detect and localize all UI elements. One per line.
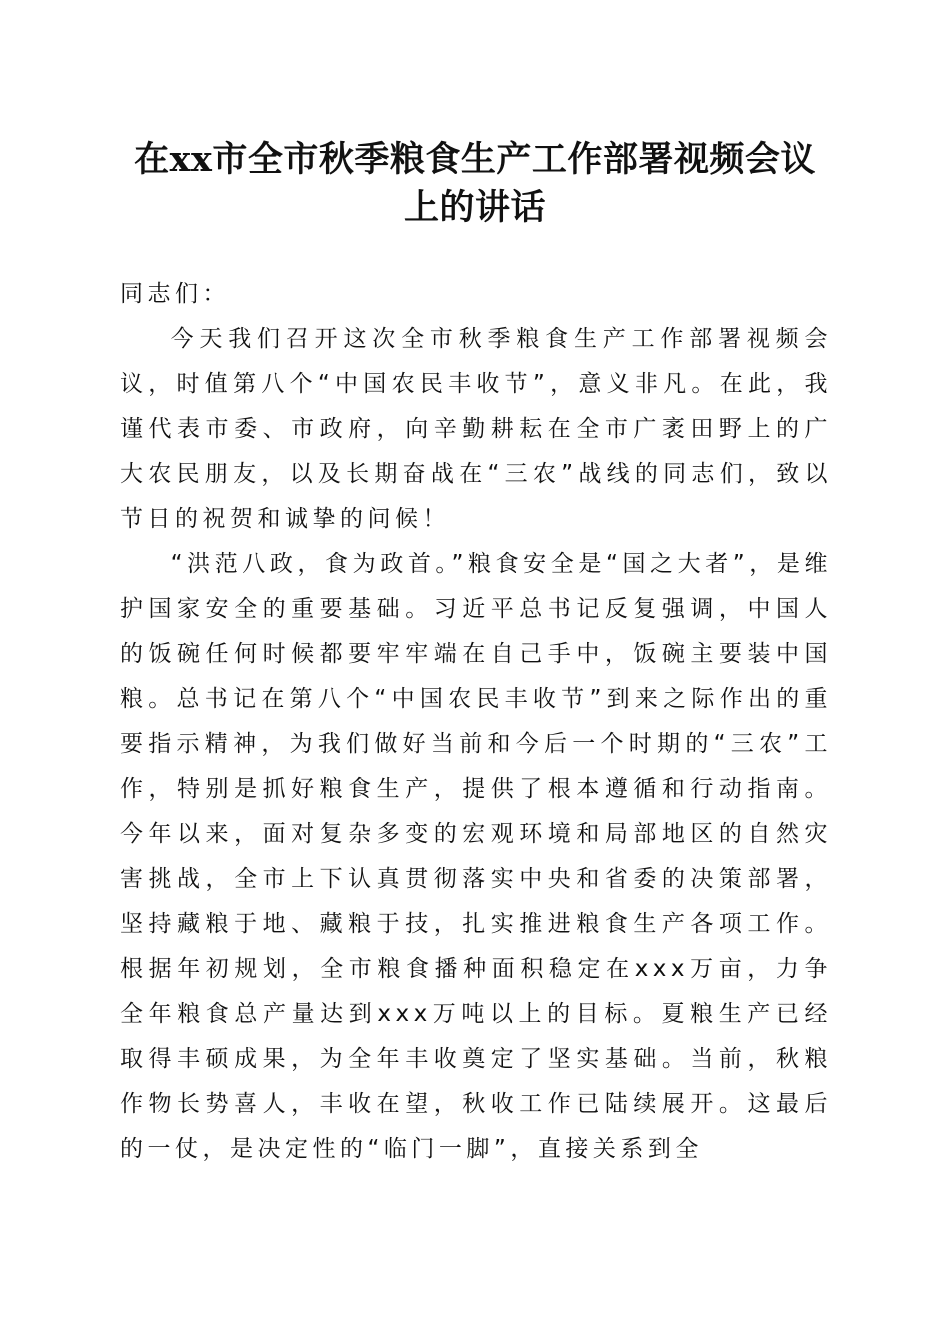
title-line-2: 上的讲话 bbox=[403, 187, 546, 228]
salutation: 同志们： bbox=[120, 281, 230, 307]
paragraph-grain-security: “洪范八政，食为政首。”粮食安全是“国之大者”，是维护国家安全的重要基础。习近平总书记反复强调，中国人的饭碗任何时候都要牢牢端在自己手中，饭碗主要装中国粮。总书记在第八个“中国农民丰收节”到来之际作出的重要指示精神，为我们做好当前和今后一个时期的“三农”工作，特别是抓好粮食生产，提供了根本遵循和行动指南。今年以来，面对复杂多变的宏观环境和局部地区的自然灾害挑战，全市上下认真贯彻落实中央和省委的决策部署，坚持藏粮于地、藏粮于技，扎实推进粮食生产各项工作。根据年初规划，全市粮食播种面积稳定在xxx万亩，力争全年粮食总产量达到xxx万吨以上的目标。夏粮生产已经取得丰硕成果，为全年丰收奠定了坚实基础。当前，秋粮作物长势喜人，丰收在望，秋收工作已陆续展开。这最后的一仗，是决定性的“临门一脚”，直接关系到全 bbox=[120, 551, 832, 1162]
title-line-1: 在xx市全市秋季粮食生产工作部署视频会议 bbox=[134, 139, 816, 180]
document-body bbox=[120, 272, 832, 1172]
document-title bbox=[100, 136, 850, 232]
paragraph-opening: 今天我们召开这次全市秋季粮食生产工作部署视频会议，时值第八个“中国农民丰收节”，意义非凡。在此，我谨代表市委、市政府，向辛勤耕耘在全市广袤田野上的广大农民朋友，以及长期奋战在“三农”战线的同志们，致以节日的祝贺和诚挚的问候！ bbox=[120, 326, 832, 532]
